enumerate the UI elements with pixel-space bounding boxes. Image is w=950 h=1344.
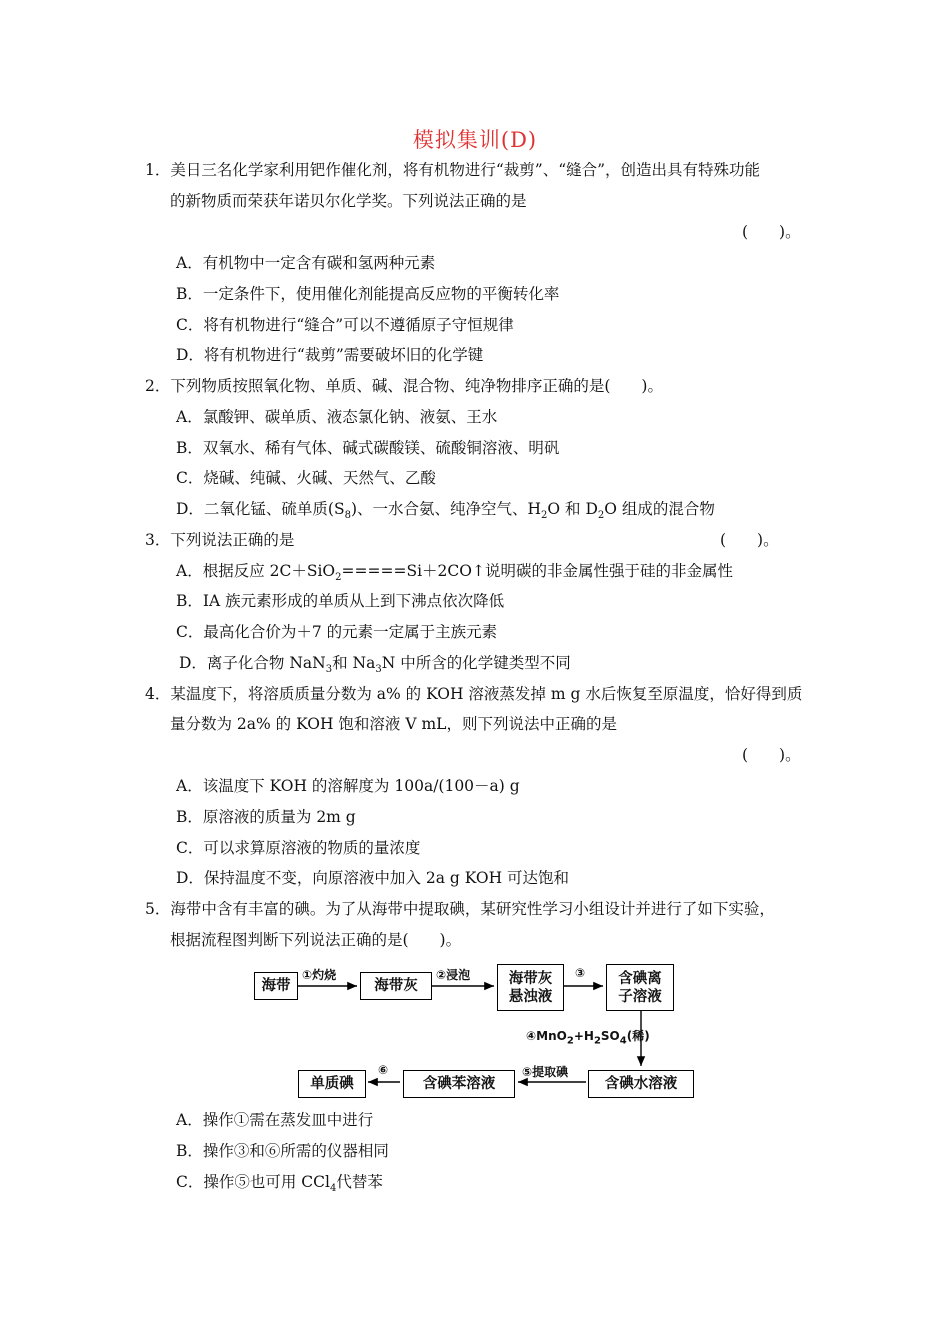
q1-option-b: B．一定条件下，使用催化剂能提高反应物的平衡转化率: [176, 285, 560, 303]
q4-option-d: D．保持温度不变，向原溶液中加入 2a g KOH 可达饱和: [176, 869, 570, 887]
q1-answer-paren: ( )。: [742, 223, 801, 241]
q4-option-b: B．原溶液的质量为 2m g: [176, 808, 356, 826]
q2-option-d: D．二氧化锰、硫单质$(S_8)$、一水合氨、纯净空气、$H_2O$ 和 $D_2O$ 组成的混合物: [176, 500, 715, 522]
q4-stem-line2: 量分数为 2a% 的 KOH 饱和溶液 V mL，则下列说法中正确的是: [170, 715, 617, 733]
page-title: 模拟集训(D): [412, 128, 538, 152]
label-step6: ⑥: [378, 1063, 389, 1077]
label-step1-ignite: ①灼烧: [302, 968, 337, 982]
iodine-extraction-flowchart: [250, 962, 700, 1102]
q1-stem-line1: 1．美日三名化学家利用钯作催化剂，将有机物进行“裁剪”、“缝合”，创造出具有特殊功能: [145, 161, 761, 179]
box-kelp-ash-suspension-line2: 悬浊液: [508, 988, 553, 1005]
q4-option-c: C．可以求算原溶液的物质的量浓度: [176, 839, 421, 857]
q1-option-d: D．将有机物进行“裁剪”需要破坏旧的化学键: [176, 346, 484, 364]
q4-option-a: A．该温度下 KOH 的溶解度为 100a/(100－a) g: [176, 777, 520, 795]
box-kelp-ash-suspension: [497, 964, 564, 1011]
q3-stem: 3．下列说法正确的是: [145, 531, 295, 549]
label-step3: ③: [575, 966, 586, 980]
q3-option-d: D．离子化合物 NaN$_3$和 $Na_3N$ 中所含的化学键类型不同: [179, 654, 571, 676]
q3-option-c: C．最高化合价为＋7 的元素一定属于主族元素: [176, 623, 498, 641]
q3-option-a: A．根据反应 2C＋SiO$_2$=====Si＋2CO↑说明碳的非金属性强于硅的非金属性: [176, 562, 733, 584]
q2-stem: 2．下列物质按照氧化物、单质、碱、混合物、纯净物排序正确的是( )。: [145, 377, 663, 395]
q1-stem-line2: 的新物质而荣获年诺贝尔化学奖。下列说法正确的是: [170, 192, 527, 210]
box-kelp: 海带: [254, 972, 298, 1000]
q2-option-b: B．双氧水、稀有气体、碱式碳酸镁、硫酸铜溶液、明矾: [176, 439, 560, 457]
q5-option-b: B．操作③和⑥所需的仪器相同: [176, 1142, 389, 1160]
box-iodide-solution-line1: 含碘离: [618, 970, 662, 987]
box-iodide-solution: [606, 964, 674, 1011]
q2-option-a: A．氯酸钾、碳单质、液态氯化钠、液氨、王水: [176, 408, 498, 426]
q5-stem-line2: 根据流程图判断下列说法正确的是( )。: [170, 931, 462, 949]
q4-stem-line1: 4．某温度下，将溶质质量分数为 a% 的 KOH 溶液蒸发掉 m g 水后恢复至原温度，恰好得到质: [145, 685, 803, 703]
q5-option-c: C．操作⑤也可用 CCl$_4$代替苯: [176, 1173, 383, 1195]
q2-option-c: C．烧碱、纯碱、火碱、天然气、乙酸: [176, 469, 436, 487]
q1-option-c: C．将有机物进行“缝合”可以不遵循原子守恒规律: [176, 316, 514, 334]
q5-stem-line1: 5．海带中含有丰富的碘。为了从海带中提取碘，某研究性学习小组设计并进行了如下实验，: [145, 900, 775, 918]
q4-answer-paren: ( )。: [742, 746, 801, 764]
box-iodine-water: 含碘水溶液: [588, 1070, 694, 1098]
box-elemental-iodine: 单质碘: [298, 1070, 366, 1098]
box-kelp-ash: 海带灰: [360, 972, 432, 1000]
label-step5-extract: ⑤提取碘: [522, 1065, 569, 1079]
q3-option-b: B．ⅠA 族元素形成的单质从上到下沸点依次降低: [176, 592, 505, 610]
label-step4-oxidize: $④MnO_2+H_2SO_4$(稀): [526, 1029, 650, 1047]
q3-answer-paren: ( )。: [720, 531, 779, 549]
label-step2-soak: ②浸泡: [436, 968, 471, 982]
box-iodide-solution-line2: 子溶液: [618, 988, 662, 1005]
q5-option-a: A．操作①需在蒸发皿中进行: [176, 1111, 374, 1129]
box-iodine-benzene: 含碘苯溶液: [403, 1070, 515, 1098]
box-kelp-ash-suspension-line1: 海带灰: [508, 970, 553, 987]
q1-option-a: A．有机物中一定含有碳和氢两种元素: [176, 254, 436, 272]
